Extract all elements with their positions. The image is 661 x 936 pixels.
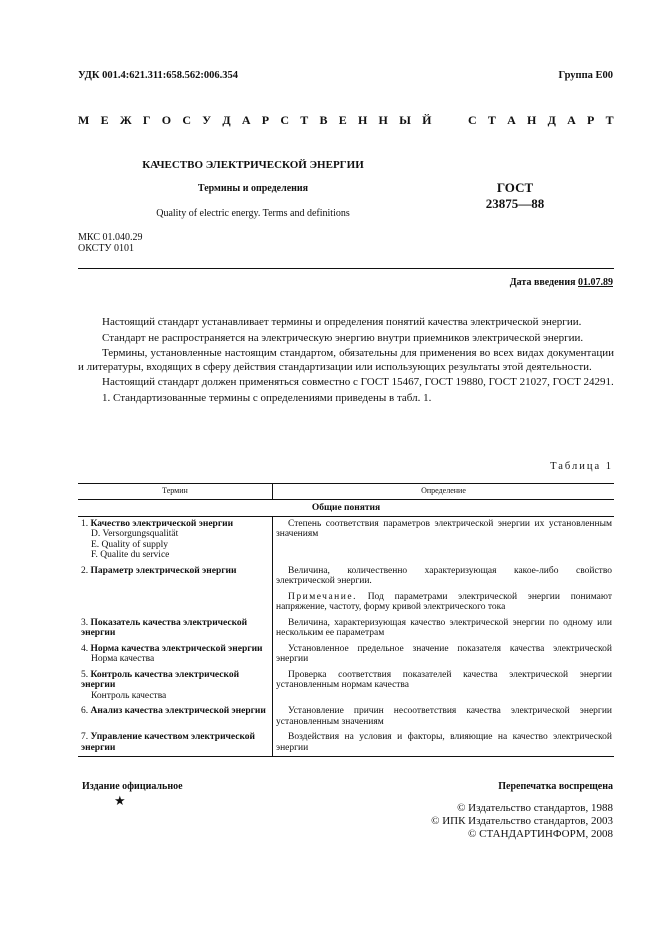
term-cell: 4. Норма качества электрической энергии Норма качества — [78, 642, 273, 668]
banner-letter: А — [567, 113, 576, 127]
banner-letter — [443, 113, 457, 128]
banner-letter: С — [467, 113, 477, 127]
interstate-standard-banner — [78, 113, 614, 128]
gost-code: 23875—88 — [485, 196, 545, 211]
banner-letter: О — [161, 113, 172, 127]
reprint-notice: Перепечатка воспрещена — [498, 781, 613, 792]
copyright-line: © Издательство стандартов, 1988 — [457, 802, 613, 814]
intro-paragraph: Настоящий стандарт должен применяться совместно с ГОСТ 15467, ГОСТ 19880, ГОСТ 21027, ГОСТ 24291. — [102, 376, 614, 388]
column-header-term: Термин — [78, 484, 273, 500]
banner-letter: Н — [527, 113, 537, 127]
document-title: КАЧЕСТВО ЭЛЕКТРИЧЕСКОЙ ЭНЕРГИИ — [142, 159, 364, 171]
banner-letter: А — [507, 113, 516, 127]
english-title: Quality of electric energy. Terms and definitions — [156, 208, 350, 219]
table-row — [78, 730, 614, 757]
banner-letter: У — [202, 113, 212, 127]
banner-letter: С — [280, 113, 289, 127]
definition-cell: Воздействия на условия и факторы, влияющие на качество электрической энергии — [273, 730, 615, 757]
term-cell: 1. Качество электрической энергии D. Versorgungsqualität E. Quality of supply F. Qualite du service — [78, 516, 273, 564]
copyright-line: © ИПК Издательство стандартов, 2003 — [431, 815, 613, 827]
column-header-definition: Определение — [273, 484, 615, 500]
gost-label: ГОСТ — [496, 180, 534, 195]
table-row — [78, 704, 614, 730]
intro-paragraph: Термины, установленные настоящим стандартом, обязательны для применения во всех видах документации и литературы, входящих в сферу действия стандартизации или использующих результаты этой деятельности. — [78, 347, 614, 373]
definition-cell: Установление причин несоответствия качества электрической энергии установленным значениям — [276, 706, 612, 727]
banner-letter: А — [241, 113, 251, 127]
banner-letter: Н — [378, 113, 388, 127]
banner-letter: Ы — [399, 113, 411, 127]
banner-letter: М — [78, 113, 90, 127]
gost-number — [450, 180, 580, 212]
banner-letter: Т — [487, 113, 496, 127]
banner-letter: Т — [605, 113, 614, 127]
mks-code: МКС 01.040.29 — [78, 232, 143, 243]
copyright-line: © СТАНДАРТИНФОРМ, 2008 — [468, 828, 613, 840]
document-subtitle: Термины и определения — [197, 183, 309, 194]
term-cell: 6. Анализ качества электрической энергии — [78, 704, 273, 730]
banner-letter: Й — [422, 113, 432, 127]
intro-paragraph: Настоящий стандарт устанавливает термины и определения понятий качества электрической энергии. — [102, 316, 582, 328]
banner-letter: Г — [142, 113, 151, 127]
table-row — [78, 668, 614, 705]
star-icon: ★ — [114, 793, 126, 808]
definition-cell: Величина, характеризующая качество электрической энергии по одному или нескольким ее параметрам — [276, 617, 612, 638]
effective-date-value: 01.07.89 — [578, 277, 613, 288]
table-row — [78, 516, 614, 564]
definition-cell: Величина, количественно характеризующая какое-либо свойство электрической энергии. Примечание. Под параметрами электрической энергии понимают напряжение, частоту, форму кривой электрического тока — [276, 565, 612, 612]
banner-letter: Н — [357, 113, 368, 127]
banner-letter: Р — [587, 113, 595, 127]
banner-letter: Д — [222, 113, 231, 127]
banner-letter: Е — [338, 113, 347, 127]
table-row — [78, 642, 614, 668]
intro-text — [78, 316, 614, 407]
banner-letter: Д — [547, 113, 556, 127]
banner-letter: Е — [100, 113, 109, 127]
group-code: Группа Е00 — [558, 70, 613, 81]
copyright-block — [431, 802, 613, 841]
banner-letter: В — [319, 113, 328, 127]
term-cell: 3. Показатель качества электрической энергии — [78, 616, 273, 642]
banner-letter: С — [182, 113, 192, 127]
effective-date-label: Дата введения — [509, 277, 578, 288]
banner-letter: Т — [300, 113, 309, 127]
term-cell: 5. Контроль качества электрической энергии Контроль качества — [78, 668, 273, 705]
terms-table — [78, 483, 614, 757]
okstu-code: ОКСТУ 0101 — [78, 243, 135, 254]
definition-cell: Степень соответствия параметров электрической энергии их установленным значениям — [276, 518, 612, 539]
definition-cell: Установленное предельное значение показателя качества электрической энергии — [276, 643, 612, 664]
table-row — [78, 616, 614, 642]
table-caption: Таблица 1 — [550, 461, 613, 472]
intro-paragraph: 1. Стандартизованные термины с определениями приведены в табл. 1. — [102, 391, 432, 404]
definition-cell: Проверка соответствия показателей качества электрической энергии установленным нормам качества — [276, 669, 612, 690]
effective-date — [510, 277, 613, 288]
term-cell: 2. Параметр электрической энергии — [78, 564, 273, 616]
udc-code: УДК 001.4:621.311:658.562:006.354 — [78, 70, 239, 81]
table-row — [78, 564, 614, 616]
banner-letter: Р — [261, 113, 270, 127]
intro-paragraph: Стандарт не распространяется на электрическую энергию внутри приемников электрической энергии. — [102, 331, 584, 344]
note: Примечание. Под параметрами электрической энергии понимают напряжение, частоту, форму кривой электрического тока — [276, 591, 612, 612]
term-cell: 7. Управление качеством электрической энергии — [78, 730, 273, 757]
classification-codes — [78, 232, 142, 254]
section-heading: Общие понятия — [78, 500, 614, 517]
divider — [78, 268, 614, 269]
official-edition: Издание официальное — [82, 781, 183, 792]
banner-letter: Ж — [119, 113, 132, 127]
